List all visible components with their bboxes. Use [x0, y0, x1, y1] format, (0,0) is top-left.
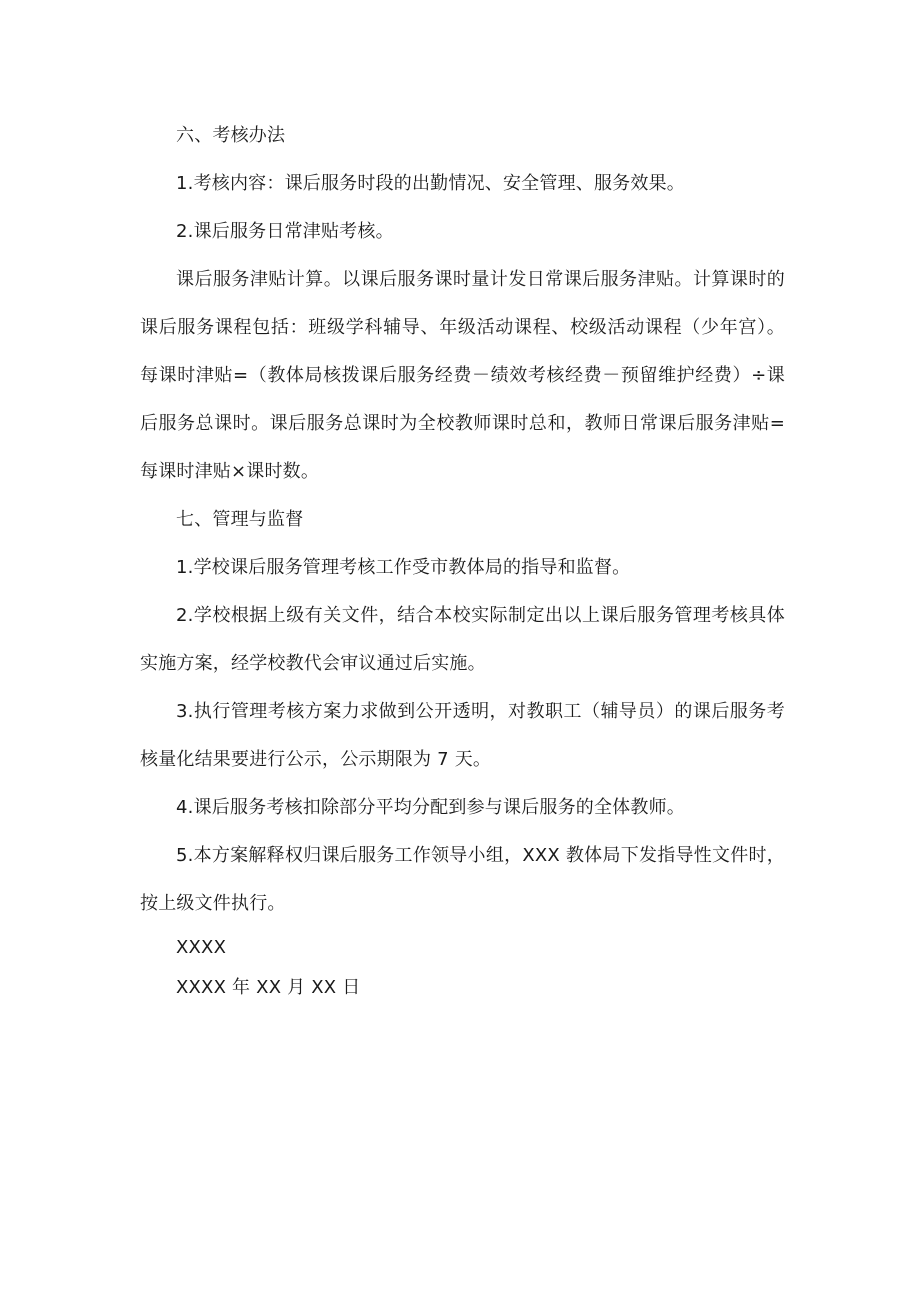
management-item-4: 4.课后服务考核扣除部分平均分配到参与课后服务的全体教师。	[176, 797, 685, 818]
management-item-2: 2.学校根据上级有关文件，结合本校实际制定出以上课后服务管理考核具体实施方案，经学校教代会审议通过后实施。	[140, 605, 785, 674]
assessment-item-2: 2.课后服务日常津贴考核。	[176, 221, 394, 242]
document-body	[140, 112, 785, 1008]
section-heading-management: 七、管理与监督	[176, 509, 304, 530]
management-item-1: 1.学校课后服务管理考核工作受市教体局的指导和监督。	[176, 557, 631, 578]
signature-date: XXXX 年 XX 月 XX 日	[176, 977, 361, 998]
section-heading-assessment: 六、考核办法	[176, 125, 286, 146]
allowance-calculation-paragraph: 课后服务津贴计算。以课后服务课时量计发日常课后服务津贴。计算课时的课后服务课程包括：班级学科辅导、年级活动课程、校级活动课程（少年宫）。每课时津贴=（教体局核拨课后服务经费－绩效考核经费－预留维护经费）÷课后服务总课时。课后服务总课时为全校教师课时总和，教师日常课后服务津贴=每课时津贴×课时数。	[140, 269, 785, 482]
management-item-5: 5.本方案解释权归课后服务工作领导小组，XXX 教体局下发指导性文件时，按上级文件执行。	[140, 845, 785, 914]
assessment-item-1: 1.考核内容：课后服务时段的出勤情况、安全管理、服务效果。	[176, 173, 685, 194]
signature-organization: XXXX	[176, 937, 227, 958]
management-item-3: 3.执行管理考核方案力求做到公开透明，对教职工（辅导员）的课后服务考核量化结果要进行公示，公示期限为 7 天。	[140, 701, 785, 770]
